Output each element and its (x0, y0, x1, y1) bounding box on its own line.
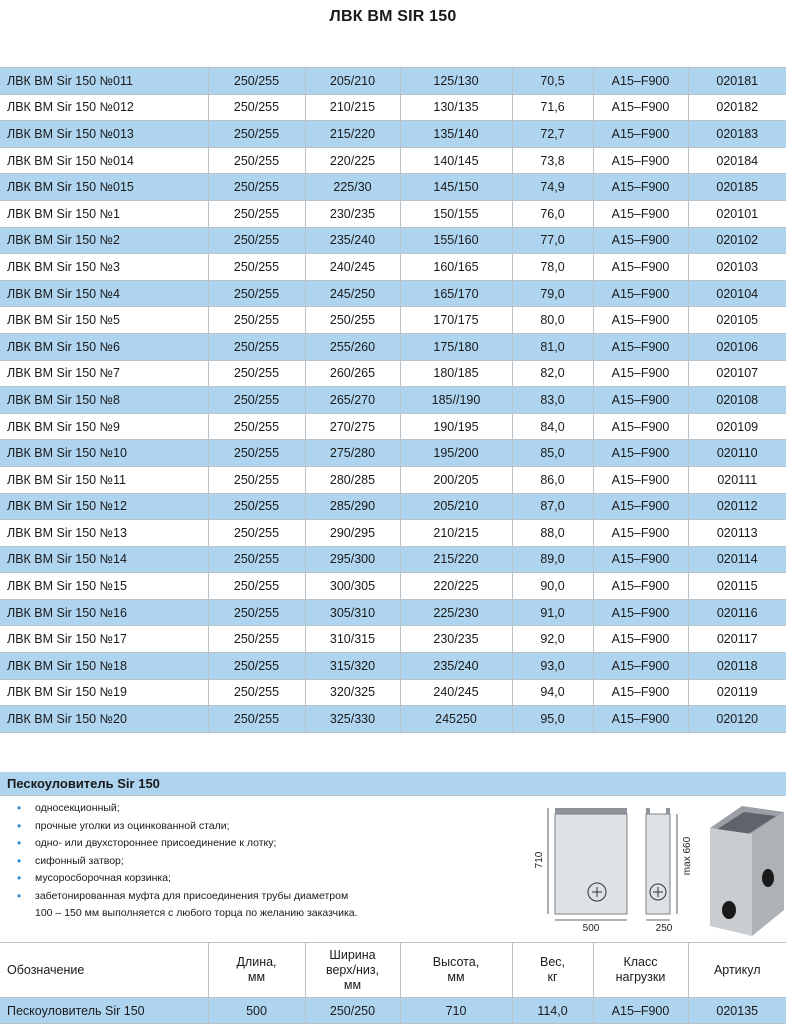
header-width: Ширина верх/низ, мм (305, 943, 400, 998)
sand-trap-title: Пескоуловитель Sir 150 (7, 776, 160, 791)
cell-weight: 78,0 (512, 254, 593, 281)
cell-load-class: A15–F900 (593, 493, 688, 520)
cell-article: 020107 (688, 360, 786, 387)
cell-weight: 74,9 (512, 174, 593, 201)
table-row (0, 998, 786, 1024)
cell-article: 020182 (688, 94, 786, 121)
table-row (0, 466, 786, 493)
header-load-class: Класс нагрузки (593, 943, 688, 998)
cell-name: ЛВК ВМ Sir 150 №011 (0, 68, 208, 95)
table-row (0, 200, 786, 227)
3d-view-drawing (710, 806, 784, 936)
cell-a: 250/255 (208, 147, 305, 174)
cell-a: 250/255 (208, 520, 305, 547)
cell-a: 250/255 (208, 573, 305, 600)
cell-name: ЛВК ВМ Sir 150 №9 (0, 413, 208, 440)
cell-c: 195/200 (400, 440, 512, 467)
cell-name: ЛВК ВМ Sir 150 №012 (0, 94, 208, 121)
cell-weight: 86,0 (512, 466, 593, 493)
table-row (0, 626, 786, 653)
table-row (0, 520, 786, 547)
cell-article: 020105 (688, 307, 786, 334)
cell-article: 020102 (688, 227, 786, 254)
cell-b: 285/290 (305, 493, 400, 520)
cell-name: ЛВК ВМ Sir 150 №13 (0, 520, 208, 547)
cell-load-class: A15–F900 (593, 998, 688, 1024)
cell-load-class: A15–F900 (593, 706, 688, 733)
cell-name: ЛВК ВМ Sir 150 №3 (0, 254, 208, 281)
cell-load-class: A15–F900 (593, 387, 688, 414)
cell-weight: 77,0 (512, 227, 593, 254)
cell-a: 250/255 (208, 706, 305, 733)
header-article: Артикул (688, 943, 786, 998)
cell-c: 210/215 (400, 520, 512, 547)
cell-b: 245/250 (305, 280, 400, 307)
cell-c: 160/165 (400, 254, 512, 281)
cell-a: 250/255 (208, 121, 305, 148)
cell-b: 235/240 (305, 227, 400, 254)
cell-weight: 90,0 (512, 573, 593, 600)
cell-name: ЛВК ВМ Sir 150 №14 (0, 546, 208, 573)
sand-trap-drawings (530, 800, 786, 940)
cell-a: 250/255 (208, 254, 305, 281)
cell-b: 210/215 (305, 94, 400, 121)
feature-item: • сифонный затвор; (17, 853, 537, 871)
header-length: Длина, мм (208, 943, 305, 998)
cell-a: 250/255 (208, 440, 305, 467)
cell-article: 020101 (688, 200, 786, 227)
cell-article: 020108 (688, 387, 786, 414)
sand-trap-header (0, 772, 786, 796)
feature-item: • прочные уголки из оцинкованной стали; (17, 818, 537, 836)
cell-a: 250/255 (208, 599, 305, 626)
feature-list (17, 800, 537, 923)
cell-weight: 95,0 (512, 706, 593, 733)
cell-b: 240/245 (305, 254, 400, 281)
cell-a: 250/255 (208, 626, 305, 653)
cell-load-class: A15–F900 (593, 360, 688, 387)
cell-a: 250/255 (208, 94, 305, 121)
cell-load-class: A15–F900 (593, 68, 688, 95)
table-row (0, 360, 786, 387)
cell-weight: 88,0 (512, 520, 593, 547)
cell-load-class: A15–F900 (593, 573, 688, 600)
table-row (0, 546, 786, 573)
cell-name: ЛВК ВМ Sir 150 №10 (0, 440, 208, 467)
cell-a: 250/255 (208, 333, 305, 360)
table-row (0, 599, 786, 626)
cell-name: ЛВК ВМ Sir 150 №4 (0, 280, 208, 307)
cell-weight: 114,0 (512, 998, 593, 1024)
cell-weight: 81,0 (512, 333, 593, 360)
cell-c: 245250 (400, 706, 512, 733)
cell-article: 020115 (688, 573, 786, 600)
table-row (0, 121, 786, 148)
header-height: Высота, мм (400, 943, 512, 998)
cell-load-class: A15–F900 (593, 599, 688, 626)
cell-article: 020184 (688, 147, 786, 174)
feature-item: • односекционный; (17, 800, 537, 818)
cell-c: 175/180 (400, 333, 512, 360)
cell-b: 320/325 (305, 679, 400, 706)
cell-c: 225/230 (400, 599, 512, 626)
cell-weight: 94,0 (512, 679, 593, 706)
cell-b: 250/255 (305, 307, 400, 334)
cell-name: ЛВК ВМ Sir 150 №16 (0, 599, 208, 626)
cell-a: 250/255 (208, 227, 305, 254)
cell-name: ЛВК ВМ Sir 150 №015 (0, 174, 208, 201)
table-row (0, 413, 786, 440)
cell-article: 020120 (688, 706, 786, 733)
table-row (0, 440, 786, 467)
cell-b: 305/310 (305, 599, 400, 626)
cell-article: 020103 (688, 254, 786, 281)
cell-b: 225/30 (305, 174, 400, 201)
cell-article: 020114 (688, 546, 786, 573)
cell-article: 020185 (688, 174, 786, 201)
cell-b: 295/300 (305, 546, 400, 573)
cell-a: 250/255 (208, 413, 305, 440)
table-row (0, 68, 786, 95)
table-row (0, 307, 786, 334)
cell-article: 020135 (688, 998, 786, 1024)
cell-weight: 82,0 (512, 360, 593, 387)
cell-b: 300/305 (305, 573, 400, 600)
cell-c: 235/240 (400, 653, 512, 680)
cell-b: 315/320 (305, 653, 400, 680)
cell-a: 250/255 (208, 307, 305, 334)
cell-load-class: A15–F900 (593, 227, 688, 254)
table-row (0, 147, 786, 174)
cell-weight: 76,0 (512, 200, 593, 227)
sand-trap-table (0, 942, 786, 1024)
front-height-label: 710 (534, 851, 545, 869)
cell-a: 250/255 (208, 546, 305, 573)
cell-name: ЛВК ВМ Sir 150 №013 (0, 121, 208, 148)
cell-a: 250/255 (208, 68, 305, 95)
cell-name: ЛВК ВМ Sir 150 №19 (0, 679, 208, 706)
cell-c: 140/145 (400, 147, 512, 174)
cell-c: 150/155 (400, 200, 512, 227)
cell-weight: 70,5 (512, 68, 593, 95)
cell-a: 250/255 (208, 493, 305, 520)
cell-name: ЛВК ВМ Sir 150 №11 (0, 466, 208, 493)
cell-weight: 80,0 (512, 307, 593, 334)
cell-c: 165/170 (400, 280, 512, 307)
cell-c: 240/245 (400, 679, 512, 706)
cell-c: 130/135 (400, 94, 512, 121)
cell-name: ЛВК ВМ Sir 150 №5 (0, 307, 208, 334)
cell-article: 020183 (688, 121, 786, 148)
cell-article: 020113 (688, 520, 786, 547)
cell-load-class: A15–F900 (593, 254, 688, 281)
cell-article: 020181 (688, 68, 786, 95)
side-width-label: 250 (655, 923, 673, 934)
cell-weight: 91,0 (512, 599, 593, 626)
cell-a: 250/255 (208, 174, 305, 201)
cell-weight: 89,0 (512, 546, 593, 573)
cell-weight: 72,7 (512, 121, 593, 148)
cell-weight: 79,0 (512, 280, 593, 307)
cell-c: 180/185 (400, 360, 512, 387)
cell-name: ЛВК ВМ Sir 150 №1 (0, 200, 208, 227)
cell-article: 020110 (688, 440, 786, 467)
cell-c: 145/150 (400, 174, 512, 201)
table-row (0, 573, 786, 600)
cell-c: 200/205 (400, 466, 512, 493)
cell-load-class: A15–F900 (593, 413, 688, 440)
cell-load-class: A15–F900 (593, 653, 688, 680)
cell-width: 250/250 (305, 998, 400, 1024)
cell-c: 170/175 (400, 307, 512, 334)
cell-c: 215/220 (400, 546, 512, 573)
cell-article: 020106 (688, 333, 786, 360)
cell-a: 250/255 (208, 466, 305, 493)
cell-b: 260/265 (305, 360, 400, 387)
front-width-label: 500 (582, 923, 600, 934)
cell-designation: Пескоуловитель Sir 150 (0, 998, 208, 1024)
cell-weight: 93,0 (512, 653, 593, 680)
cell-load-class: A15–F900 (593, 121, 688, 148)
cell-c: 155/160 (400, 227, 512, 254)
table-row (0, 94, 786, 121)
cell-weight: 73,8 (512, 147, 593, 174)
cell-weight: 92,0 (512, 626, 593, 653)
cell-b: 325/330 (305, 706, 400, 733)
cell-article: 020118 (688, 653, 786, 680)
cell-load-class: A15–F900 (593, 147, 688, 174)
cell-load-class: A15–F900 (593, 440, 688, 467)
cell-b: 205/210 (305, 68, 400, 95)
cell-weight: 87,0 (512, 493, 593, 520)
cell-load-class: A15–F900 (593, 546, 688, 573)
cell-b: 280/285 (305, 466, 400, 493)
cell-name: ЛВК ВМ Sir 150 №12 (0, 493, 208, 520)
table-row (0, 174, 786, 201)
cell-name: ЛВК ВМ Sir 150 №8 (0, 387, 208, 414)
cell-c: 185//190 (400, 387, 512, 414)
cell-a: 250/255 (208, 200, 305, 227)
cell-load-class: A15–F900 (593, 307, 688, 334)
feature-item: • забетонированная муфта для присоединения трубы диаметром (17, 888, 537, 906)
cell-load-class: A15–F900 (593, 280, 688, 307)
cell-load-class: A15–F900 (593, 94, 688, 121)
cell-name: ЛВК ВМ Sir 150 №7 (0, 360, 208, 387)
table-row (0, 280, 786, 307)
cell-load-class: A15–F900 (593, 626, 688, 653)
cell-b: 310/315 (305, 626, 400, 653)
table-row (0, 706, 786, 733)
cell-load-class: A15–F900 (593, 174, 688, 201)
cell-load-class: A15–F900 (593, 333, 688, 360)
cell-load-class: A15–F900 (593, 466, 688, 493)
front-view-drawing (534, 808, 627, 934)
cell-load-class: A15–F900 (593, 520, 688, 547)
cell-article: 020111 (688, 466, 786, 493)
feature-item: • мусоросборочная корзинка; (17, 870, 537, 888)
cell-weight: 84,0 (512, 413, 593, 440)
cell-name: ЛВК ВМ Sir 150 №6 (0, 333, 208, 360)
cell-c: 230/235 (400, 626, 512, 653)
cell-height: 710 (400, 998, 512, 1024)
cell-article: 020112 (688, 493, 786, 520)
cell-b: 215/220 (305, 121, 400, 148)
cell-b: 265/270 (305, 387, 400, 414)
cell-b: 220/225 (305, 147, 400, 174)
cell-a: 250/255 (208, 387, 305, 414)
cell-name: ЛВК ВМ Sir 150 №15 (0, 573, 208, 600)
cell-article: 020109 (688, 413, 786, 440)
cell-weight: 83,0 (512, 387, 593, 414)
table-row (0, 333, 786, 360)
feature-item-continuation: 100 – 150 мм выполняется с любого торца по желанию заказчика. (35, 907, 358, 919)
cell-c: 205/210 (400, 493, 512, 520)
cell-b: 290/295 (305, 520, 400, 547)
cell-c: 125/130 (400, 68, 512, 95)
cell-b: 230/235 (305, 200, 400, 227)
cell-name: ЛВК ВМ Sir 150 №014 (0, 147, 208, 174)
table-row (0, 254, 786, 281)
cell-name: ЛВК ВМ Sir 150 №2 (0, 227, 208, 254)
cell-a: 250/255 (208, 679, 305, 706)
cell-weight: 85,0 (512, 440, 593, 467)
cell-load-class: A15–F900 (593, 200, 688, 227)
cell-article: 020116 (688, 599, 786, 626)
cell-a: 250/255 (208, 653, 305, 680)
cell-b: 275/280 (305, 440, 400, 467)
table-row (0, 493, 786, 520)
cell-c: 220/225 (400, 573, 512, 600)
header-designation: Обозначение (0, 943, 208, 998)
cell-b: 270/275 (305, 413, 400, 440)
header-weight: Вес, кг (512, 943, 593, 998)
cell-b: 255/260 (305, 333, 400, 360)
cell-article: 020117 (688, 626, 786, 653)
side-height-label: max 660 (682, 836, 693, 876)
table-row (0, 227, 786, 254)
table-row (0, 653, 786, 680)
product-table (0, 67, 786, 733)
page-title: ЛВК ВМ SIR 150 (329, 8, 457, 25)
cell-c: 135/140 (400, 121, 512, 148)
cell-c: 190/195 (400, 413, 512, 440)
table-row (0, 387, 786, 414)
cell-a: 250/255 (208, 360, 305, 387)
cell-a: 250/255 (208, 280, 305, 307)
cell-name: ЛВК ВМ Sir 150 №18 (0, 653, 208, 680)
cell-name: ЛВК ВМ Sir 150 №20 (0, 706, 208, 733)
cell-weight: 71,6 (512, 94, 593, 121)
table-row (0, 679, 786, 706)
side-view-drawing (646, 808, 693, 934)
cell-article: 020104 (688, 280, 786, 307)
cell-name: ЛВК ВМ Sir 150 №17 (0, 626, 208, 653)
cell-load-class: A15–F900 (593, 679, 688, 706)
cell-length: 500 (208, 998, 305, 1024)
feature-item: • одно- или двухстороннее присоединение к лотку; (17, 835, 537, 853)
cell-article: 020119 (688, 679, 786, 706)
